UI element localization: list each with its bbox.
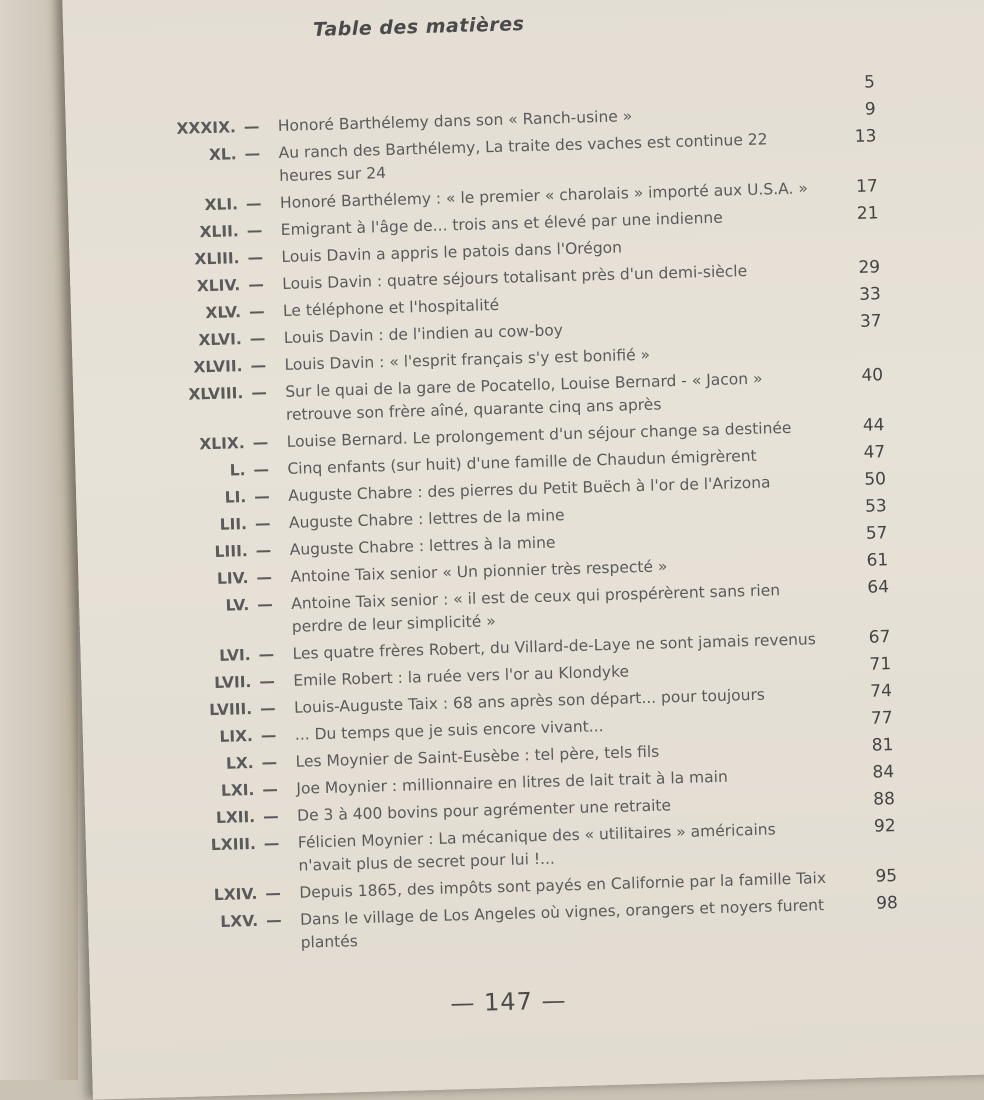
chapter-title: Honoré Barthélemy dans son « Ranch-usine » bbox=[277, 107, 633, 136]
chapter-dash: — bbox=[251, 383, 268, 402]
chapter-title: Auguste Chabre : des pierres du Petit Buëch à l'or de l'Arizona bbox=[287, 473, 771, 505]
chapter-dash: — bbox=[245, 194, 262, 213]
chapter-dash: — bbox=[265, 911, 282, 930]
chapter-number: LX. bbox=[225, 753, 254, 773]
chapter-number: LXV. bbox=[220, 911, 259, 931]
chapter-title: Antoine Taix senior « Un pionnier très respecté » bbox=[290, 557, 668, 586]
chapter-title: Le téléphone et l'hospitalité bbox=[282, 295, 500, 320]
chapter-page-number: 29 bbox=[858, 257, 881, 278]
chapter-title: Félicien Moynier : La mécanique des « utilitaires » américains n'avait plus de secret pour lui !... bbox=[297, 820, 776, 875]
chapter-dash: — bbox=[249, 329, 266, 348]
chapter-dash bbox=[243, 88, 277, 89]
chapter-number: LXI. bbox=[220, 780, 255, 800]
chapter-dash: — bbox=[256, 595, 273, 614]
chapter-number: XL. bbox=[208, 145, 237, 164]
chapter-number: LIX. bbox=[219, 726, 254, 746]
chapter-number: XLVII. bbox=[193, 357, 243, 377]
chapter-page-number: 17 bbox=[855, 176, 879, 197]
chapter-number: XLIX. bbox=[199, 434, 245, 454]
chapter-title: Dans le village de Los Angeles où vignes, orangers et noyers furent plantés bbox=[299, 896, 825, 952]
chapter-number: L. bbox=[229, 461, 246, 480]
chapter-dash: — bbox=[253, 487, 270, 506]
chapter-title: Les quatre frères Robert, du Villard-de-Laye ne sont jamais revenus bbox=[292, 630, 817, 663]
chapter-title: Honoré Barthélemy : « le premier « charolais » importé aux U.S.A. » bbox=[279, 179, 809, 212]
chapter-page-number bbox=[822, 337, 882, 339]
chapter-number: XLV. bbox=[205, 303, 242, 323]
chapter-title: Joe Moynier : millionnaire en litres de lait trait à la main bbox=[296, 767, 729, 798]
chapter-title: Cinq enfants (sur huit) d'une famille de Chaudun émigrèrent bbox=[287, 446, 757, 478]
chapter-number: LXII. bbox=[215, 807, 256, 828]
chapter-dash: — bbox=[252, 433, 269, 452]
chapter-title: Auguste Chabre : lettres de la mine bbox=[288, 506, 565, 532]
chapter-dash: — bbox=[259, 699, 276, 718]
chapter-title: Antoine Taix senior : « il est de ceux qui prospérèrent sans rien perdre de leur simplicité » bbox=[290, 581, 781, 636]
chapter-number: XLII. bbox=[199, 222, 240, 242]
chapter-dash: — bbox=[244, 144, 261, 163]
chapter-page-number: 71 bbox=[869, 654, 892, 675]
chapter-page-number: 81 bbox=[871, 735, 894, 756]
chapter-page-number: 77 bbox=[870, 708, 893, 729]
chapter-page-number: 33 bbox=[858, 284, 882, 305]
chapter-number: XLVI. bbox=[198, 330, 243, 350]
chapter-number: LXIII. bbox=[210, 834, 257, 855]
chapter-dash: — bbox=[259, 672, 276, 691]
chapter-title: Sur le quai de la gare de Pocatello, Louise Bernard - « Jacon » retrouve son frère aîné, quarante cinq ans après bbox=[285, 369, 763, 424]
book-page bbox=[62, 0, 984, 1100]
chapter-page-number: 44 bbox=[862, 415, 885, 436]
chapter-page-number: 98 bbox=[875, 893, 899, 914]
chapter-number: LVII. bbox=[213, 672, 252, 693]
chapter-number: XLIII. bbox=[194, 249, 240, 269]
chapter-dash: — bbox=[253, 460, 270, 479]
chapter-dash: — bbox=[255, 541, 272, 560]
chapter-number: XLI. bbox=[204, 195, 239, 215]
chapter-dash: — bbox=[248, 302, 265, 321]
chapter-page-number: 74 bbox=[869, 681, 893, 702]
chapter-title: Emigrant à l'âge de... trois ans et élevé par une indienne bbox=[280, 208, 724, 239]
chapter-title: Emile Robert : la ruée vers l'or au Klondyke bbox=[293, 662, 630, 690]
chapter-dash: — bbox=[248, 275, 265, 294]
chapter-page-number bbox=[819, 229, 879, 231]
chapter-dash: — bbox=[254, 514, 271, 533]
chapter-page-number: 64 bbox=[867, 577, 890, 598]
chapter-title: De 3 à 400 bovins pour agrémenter une retraite bbox=[296, 796, 672, 825]
chapter-title: Depuis 1865, des impôts sont payés en Californie par la famille Taix bbox=[299, 869, 827, 902]
chapter-title: Les Moynier de Saint-Eusèbe : tel père, tels fils bbox=[295, 742, 660, 771]
chapter-title: Louise Bernard. Le prolongement d'un séjour change sa destinée bbox=[286, 418, 792, 451]
chapter-page-number: 88 bbox=[873, 789, 896, 810]
chapter-page-number: 67 bbox=[868, 627, 891, 648]
chapter-number: XLIV. bbox=[196, 276, 241, 296]
chapter-number: XXXIX. bbox=[176, 118, 237, 138]
chapter-number: LXIV. bbox=[213, 884, 258, 905]
chapter-dash: — bbox=[262, 780, 279, 799]
chapter-dash: — bbox=[263, 834, 280, 853]
chapter-title: Louis Davin : quatre séjours totalisant près d'un demi-siècle bbox=[282, 261, 748, 293]
chapter-number: LVI. bbox=[218, 645, 251, 665]
chapter-number: LV. bbox=[225, 596, 250, 615]
chapter-page-number: 50 bbox=[864, 469, 887, 490]
chapter-page-number: 37 bbox=[859, 311, 882, 332]
page-folio: — 147 — bbox=[450, 986, 567, 1018]
chapter-number: LIII. bbox=[214, 542, 248, 561]
chapter-page-number: 40 bbox=[861, 365, 884, 386]
chapter-page-number: 61 bbox=[866, 550, 889, 571]
chapter-dash: — bbox=[256, 568, 273, 587]
chapter-dash: — bbox=[243, 117, 260, 136]
chapter-page-number: 92 bbox=[873, 816, 896, 837]
chapter-page-number: 13 bbox=[854, 126, 877, 147]
chapter-dash: — bbox=[250, 356, 267, 375]
chapter-page-number: 47 bbox=[863, 442, 886, 463]
table-of-contents bbox=[105, 71, 899, 963]
chapter-title: Au ranch des Barthélemy, La traite des vaches est continue 22 heures sur 24 bbox=[278, 130, 768, 186]
chapter-title: Auguste Chabre : lettres à la mine bbox=[289, 533, 556, 559]
chapter-dash: — bbox=[246, 221, 263, 240]
chapter-page-number: 5 bbox=[863, 72, 876, 93]
chapter-title: ... Du temps que je suis encore vivant... bbox=[294, 717, 604, 744]
chapter-title: Louis Davin : de l'indien au cow-boy bbox=[283, 321, 564, 347]
page-title: Table des matières bbox=[312, 13, 525, 41]
chapter-page-number: 21 bbox=[856, 203, 879, 224]
chapter-page-number: 84 bbox=[872, 762, 895, 783]
chapter-title: Louis Davin a appris le patois dans l'Orégon bbox=[281, 238, 623, 266]
chapter-page-number: 9 bbox=[864, 99, 876, 120]
chapter-page-number: 57 bbox=[865, 523, 888, 544]
chapter-dash: — bbox=[262, 807, 279, 826]
chapter-number: XLVIII. bbox=[188, 384, 244, 404]
chapter-dash: — bbox=[247, 248, 264, 267]
chapter-dash: — bbox=[260, 726, 277, 745]
chapter-number: LI. bbox=[224, 488, 247, 507]
chapter-title: Louis-Auguste Taix : 68 ans après son départ... pour toujours bbox=[293, 685, 766, 717]
chapter-number: LVIII. bbox=[208, 699, 253, 720]
chapter-title bbox=[277, 73, 815, 88]
chapter-page-number: 53 bbox=[864, 496, 888, 517]
chapter-number bbox=[105, 89, 243, 93]
chapter-title: Louis Davin : « l'esprit français s'y est bonifié » bbox=[284, 345, 651, 374]
chapter-dash: — bbox=[265, 884, 282, 903]
chapter-page-number: 95 bbox=[875, 866, 898, 887]
chapter-dash: — bbox=[261, 753, 278, 772]
chapter-number: LIV. bbox=[216, 569, 249, 588]
chapter-number: LII. bbox=[219, 515, 248, 534]
chapter-dash: — bbox=[258, 645, 275, 664]
